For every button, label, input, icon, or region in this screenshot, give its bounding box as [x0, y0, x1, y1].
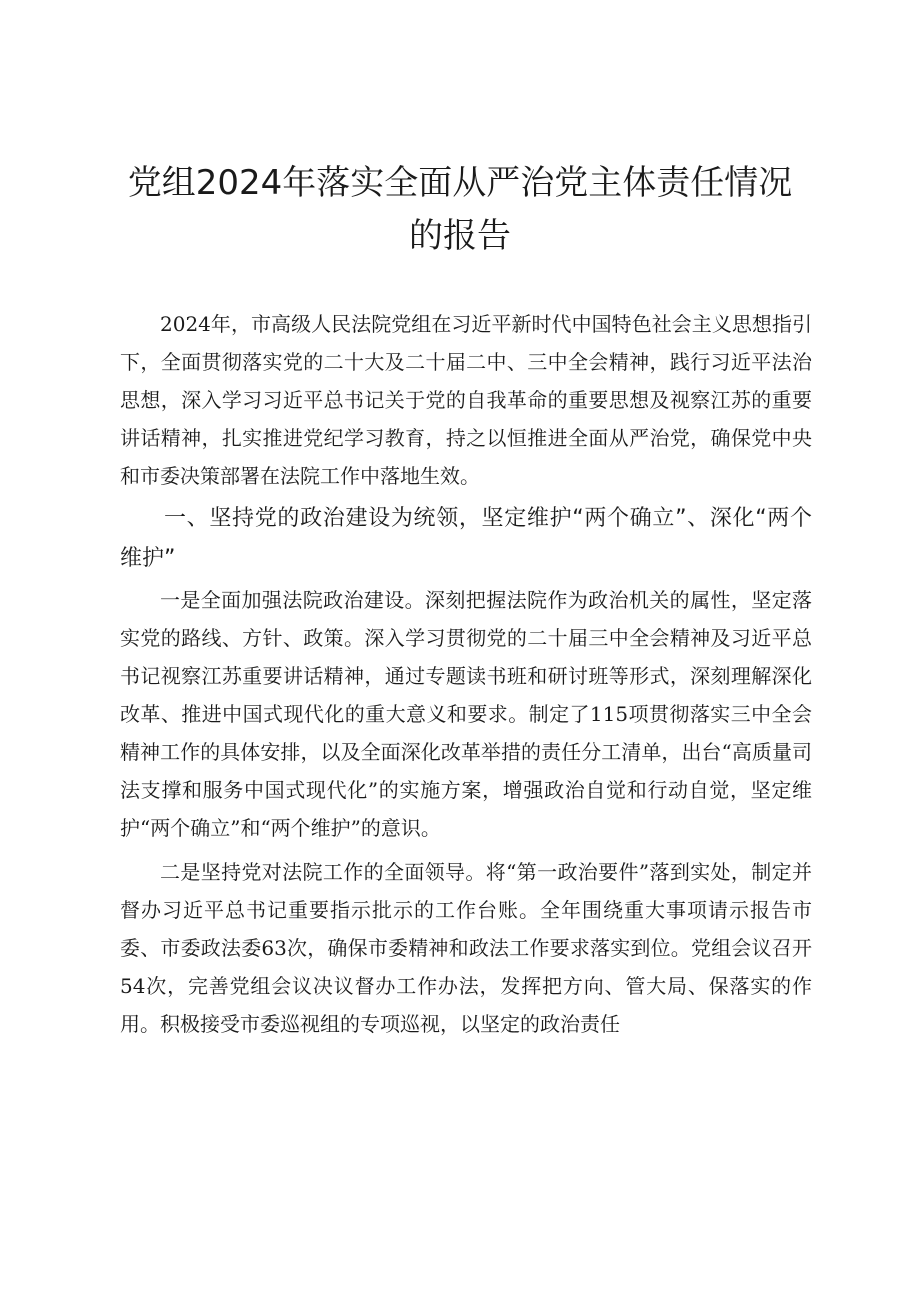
intro-paragraph: 2024年，市高级人民法院党组在习近平新时代中国特色社会主义思想指引下，全面贯彻落实党的二十大及二十届二中、三中全会精神，践行习近平法治思想，深入学习习近平总书记关于党的自我革命的重要思想及视察江苏的重要讲话精神，扎实推进党纪学习教育，持之以恒推进全面从严治党，确保党中央和市委决策部署在法院工作中落地生效。 [120, 312, 812, 488]
body-paragraph-2: 二是坚持党对法院工作的全面领导。将“第一政治要件”落到实处，制定并督办习近平总书记重要指示批示的工作台账。全年围绕重大事项请示报告市委、市委政法委63次，确保市委精神和政法工作要求落实到位。党组会议召开54次，完善党组会议决议督办工作办法，发挥把方向、管大局、保落实的作用。积极接受市委巡视组的专项巡视，以坚定的政治责任 [120, 860, 812, 1036]
document-title-line-2: 的报告 [409, 216, 511, 256]
document-title-line-1: 党组2024年落实全面从严治党主体责任情况 [127, 163, 793, 203]
document-body [120, 305, 812, 1043]
body-paragraph-1: 一是全面加强法院政治建设。深刻把握法院作为政治机关的属性，坚定落实党的路线、方针、政策。深入学习贯彻党的二十届三中全会精神及习近平总书记视察江苏重要讲话精神，通过专题读书班和研讨班等形式，深刻理解深化改革、推进中国式现代化的重大意义和要求。制定了115项贯彻落实三中全会精神工作的具体安排，以及全面深化改革举措的责任分工清单，出台“高质量司法支撑和服务中国式现代化”的实施方案，增强政治自觉和行动自觉，坚定维护“两个确立”和“两个维护”的意识。 [120, 588, 812, 840]
section-heading-1: 一、坚持党的政治建设为统领，坚定维护“两个确立”、深化“两个维护” [120, 506, 812, 571]
